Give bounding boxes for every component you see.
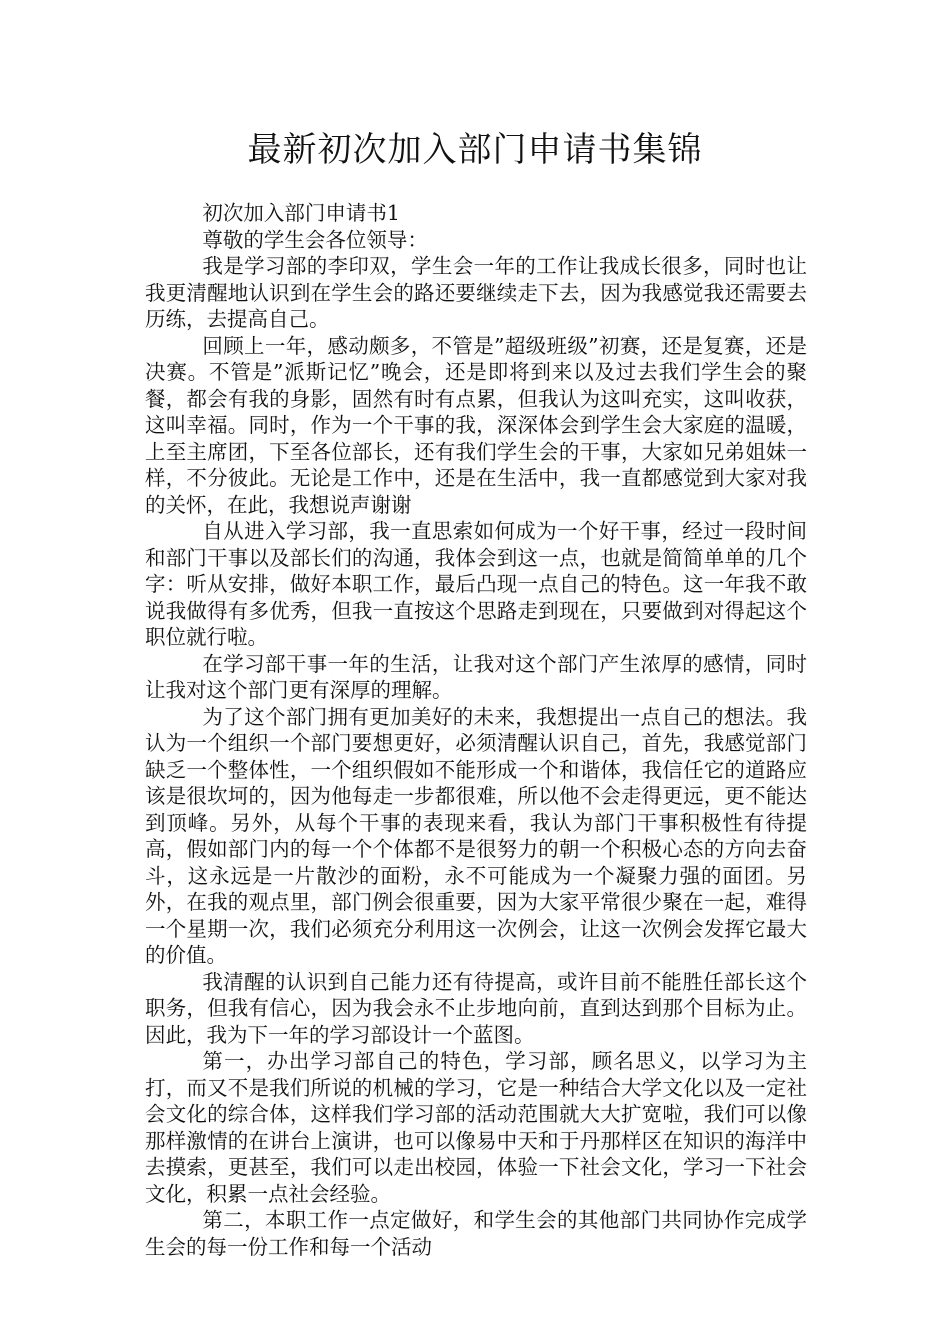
body-paragraph: 在学习部干事一年的生活，让我对这个部门产生浓厚的感情，同时让我对这个部门更有深厚的理解。: [145, 651, 807, 702]
body-paragraph: 为了这个部门拥有更加美好的未来，我想提出一点自己的想法。我认为一个组织一个部门要想更好，必须清醒认识自己，首先，我感觉部门缺乏一个整体性，一个组织假如不能形成一个和谐体，我信任它的道路应该是很坎坷的，因为他每走一步都很难，所以他不会走得更远，更不能达到顶峰。另外，从每个干事的表现来看，我认为部门干事积极性有待提高，假如部门内的每一个个体都不是很努力的朝一个积极心态的方向去奋斗，这永远是一片散沙的面粉，永不可能成为一个凝聚力强的面团。另外，在我的观点里，部门例会很重要，因为大家平常很少聚在一起，难得一个星期一次，我们必须充分利用这一次例会，让这一次例会发挥它最大的价值。: [145, 704, 807, 967]
body-paragraph: 我是学习部的李印双，学生会一年的工作让我成长很多，同时也让我更清醒地认识到在学生会的路还要继续走下去，因为我感觉我还需要去历练，去提高自己。: [145, 254, 807, 331]
document-body: [145, 200, 807, 1260]
body-paragraph: 我清醒的认识到自己能力还有待提高，或许目前不能胜任部长这个职务，但我有信心，因为我会永不止步地向前，直到达到那个目标为止。因此，我为下一年的学习部设计一个蓝图。: [145, 969, 807, 1047]
body-paragraph: 第一，办出学习部自己的特色，学习部，顾名思义，以学习为主打，而又不是我们所说的机械的学习，它是一种结合大学文化以及一定社会文化的综合体，这样我们学习部的活动范围就大大扩宽啦，我们可以像那样激情的在讲台上演讲，也可以像易中天和于丹那样区在知识的海洋中去摸索，更甚至，我们可以走出校园，体验一下社会文化，学习一下社会文化，积累一点社会经验。: [145, 1049, 807, 1206]
salutation-paragraph: 尊敬的学生会各位领导：: [202, 227, 428, 252]
body-paragraph: 回顾上一年，感动颇多，不管是”超级班级”初赛，还是复赛，还是决赛。不管是”派斯记忆”晚会，还是即将到来以及过去我们学生会的聚餐，都会有我的身影，固然有时有点累，但我认为这叫充实，这叫收获，这叫幸福。同时，作为一个干事的我，深深体会到学生会大家庭的温暖，上至主席团，下至各位部长，还有我们学生会的干事，大家如兄弟姐妹一样，不分彼此。无论是工作中，还是在生活中，我一直都感觉到大家对我的关怀，在此，我想说声谢谢: [145, 333, 807, 517]
body-paragraph: 自从进入学习部，我一直思索如何成为一个好干事，经过一段时间和部门干事以及部长们的沟通，我体会到这一点，也就是简简单单的几个字：听从安排，做好本职工作，最后凸现一点自己的特色。这一年我不敢说我做得有多优秀，但我一直按这个思路走到现在，只要做到对得起这个职位就行啦。: [145, 519, 807, 649]
subtitle-paragraph: 初次加入部门申请书1: [202, 201, 400, 225]
body-paragraph: 第二，本职工作一点定做好，和学生会的其他部门共同协作完成学生会的每一份工作和每一个活动: [145, 1208, 807, 1259]
document-title: 最新初次加入部门申请书集锦: [247, 130, 703, 170]
